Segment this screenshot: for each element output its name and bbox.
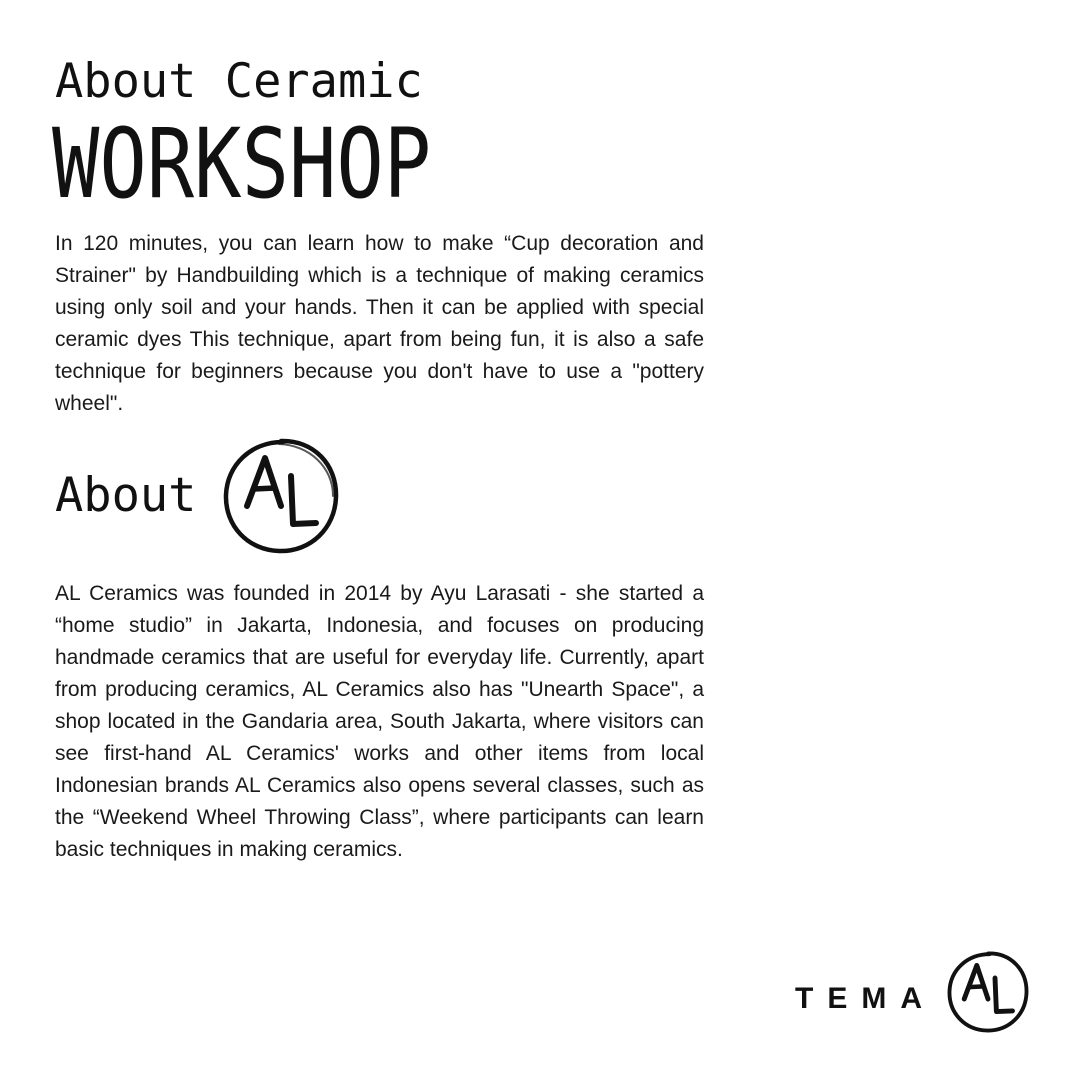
about-heading: [55, 436, 341, 556]
footer-al-logo-icon: [946, 950, 1030, 1034]
workshop-description: In 120 minutes, you can learn how to make “Cup decoration and Strainer" by Handbuilding which is a technique of making ceramics using only soil and your hands. Then it can be applied with special ceramic dyes This technique, apart from being fun, it is also a safe technique for beginners because you don't have to use a "pottery wheel".: [55, 232, 704, 415]
footer-brand-text: TEMA: [795, 982, 936, 1015]
al-logo-icon: [221, 436, 341, 556]
about-label: About: [55, 468, 197, 523]
workshop-subtitle: About Ceramic: [55, 54, 423, 109]
footer-brand: [795, 950, 1030, 1034]
about-description: AL Ceramics was founded in 2014 by Ayu Larasati - she started a “home studio” in Jakarta, Indonesia, and focuses on producing handmade ceramics that are useful for everyday life. Currently, apart from producing ceramics, AL Ceramics also has "Unearth Space", a shop located in the Gandaria area, South Jakarta, where visitors can see first-hand AL Ceramics' works and other items from local Indonesian brands AL Ceramics also opens several classes, such as the “Weekend Wheel Throwing Class”, where participants can learn basic techniques in making ceramics.: [55, 582, 704, 861]
workshop-title: WORKSHOP: [52, 108, 432, 220]
